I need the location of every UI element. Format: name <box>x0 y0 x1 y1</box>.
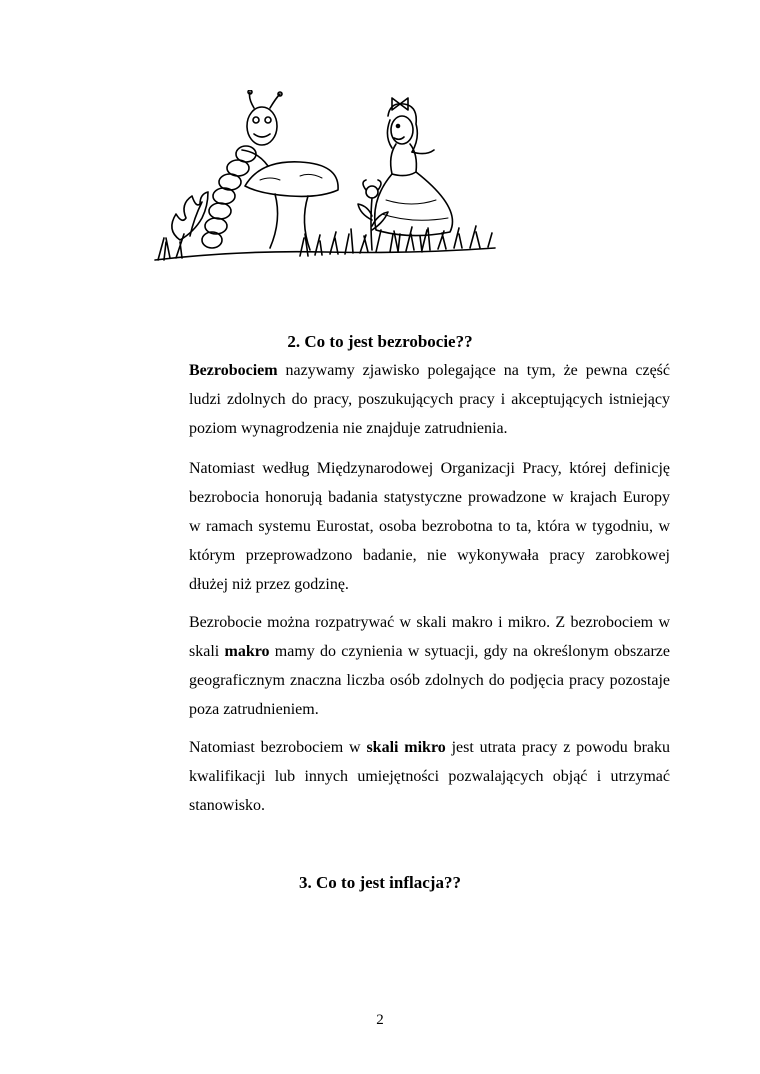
paragraph-text: jest utrata pracy z powodu braku kwalifikacji lub innych umiejętności pozwalających objąć i utrzymać stanowisko. <box>189 739 670 814</box>
girl-icon <box>375 98 453 252</box>
caterpillar-icon <box>202 90 282 248</box>
bold-term-makro: makro <box>224 643 270 660</box>
page-number: 2 <box>376 1012 384 1028</box>
paragraph-text: mamy do czynienia w sytuacji, gdy na określonym obszarze geograficznym znaczna liczba osób zdolnych do podjęcia pracy pozostaje poza zatrudnieniem. <box>189 643 671 718</box>
section-heading-inflacja: 3. Co to jest inflacja?? <box>299 873 461 892</box>
paragraph-mop-definition: Natomiast według Międzynarodowej Organizacji Pracy, której definicję bezrobocia honorują badania statystyczne prowadzone w krajach Europy w ramach systemu Eurostat, osoba bezrobotna to ta, która w tygodniu, w którym przeprowadzono badanie, nie wykonywała pracy zarobkowej dłużej niż przez godzinę. <box>189 460 670 593</box>
bold-term-skali-mikro: skali mikro <box>366 739 446 756</box>
paragraph-macro-scale <box>189 608 670 724</box>
paragraph-text: Bezrobocie można rozpatrywać w skali makro i mikro. Z bezrobociem w skali <box>189 614 670 660</box>
section-heading-bezrobocie: 2. Co to jest bezrobocie?? <box>287 332 473 351</box>
paragraph-text: Natomiast bezrobociem w <box>189 739 367 756</box>
paragraph-definition <box>189 356 670 443</box>
paragraph-micro-scale <box>189 733 670 820</box>
bold-term-bezrobociem: Bezrobociem <box>189 362 278 379</box>
paragraph-text: nazywamy zjawisko polegające na tym, że pewna część ludzi zdolnych do pracy, poszukujących pracy i akceptujących istniejący poziom wynagrodzenia nie znajduje zatrudnienia. <box>189 362 670 437</box>
caterpillar-mushroom-illustration <box>150 90 500 265</box>
